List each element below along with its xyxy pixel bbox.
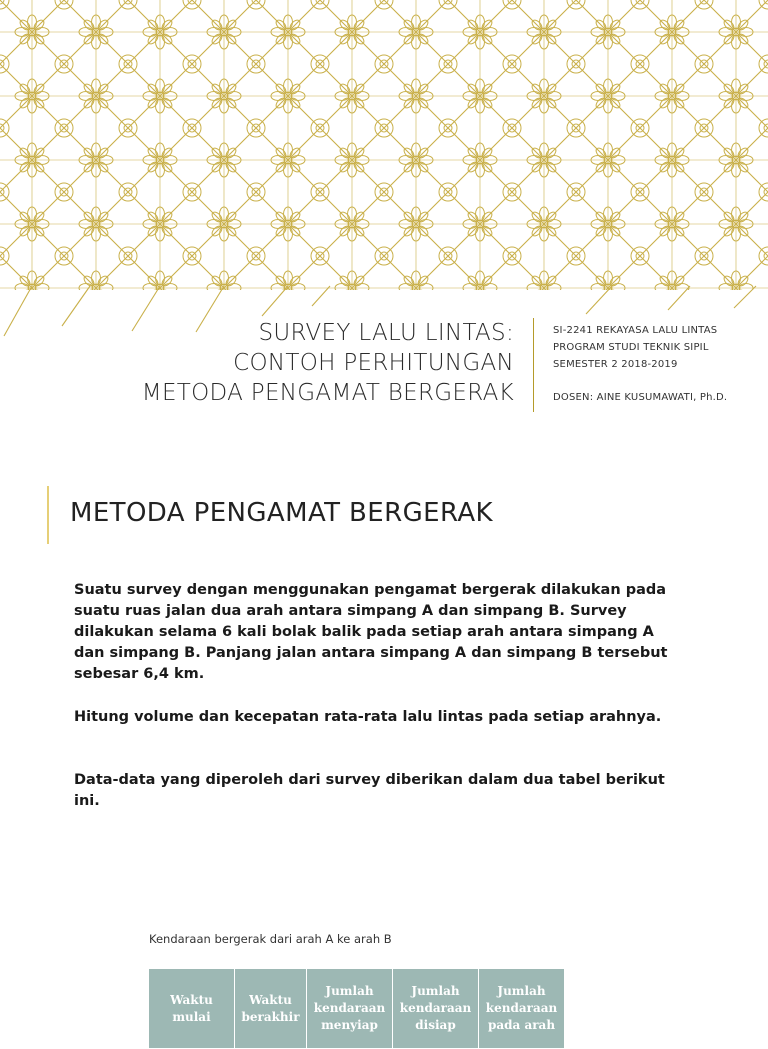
header-overtaking: Jumlah kendaraan menyiap	[307, 969, 393, 1049]
table-caption: Kendaraan bergerak dari arah A ke arah B	[149, 932, 392, 946]
table-header-row	[149, 969, 565, 1049]
header-start-time: Waktu mulai	[149, 969, 235, 1049]
title-line-1: SURVEY LALU LINTAS:	[258, 320, 514, 346]
course-code: SI-2241 REKAYASA LALU LINTAS	[553, 325, 718, 336]
data-intro: Data-data yang diperoleh dari survey diberikan dalam dua tabel berikut ini.	[74, 772, 665, 809]
title-accent-bar	[47, 486, 49, 544]
presentation-title	[142, 318, 514, 408]
course-info	[553, 322, 727, 406]
problem-description: Suatu survey dengan menggunakan pengamat bergerak dilakukan pada suatu ruas jalan dua arah antara simpang A dan simpang B. Survey dilakukan selama 6 kali bolak balik pada setiap arah antara simpang A dan simpang B. Panjang jalan antara simpang A dan simpang B tersebut sebesar 6,4 km.	[74, 582, 668, 682]
title-line-3: METODA PENGAMAT BERGERAK	[141, 380, 514, 406]
survey-data-table	[148, 968, 565, 1049]
header-overtaken: Jumlah kendaraan disiap	[393, 969, 479, 1049]
header-opposite-direction: Jumlah kendaraan pada arah	[479, 969, 565, 1049]
title-divider	[533, 318, 534, 412]
content-slide	[0, 462, 768, 1032]
semester: SEMESTER 2 2018-2019	[553, 359, 678, 370]
title-line-2: CONTOH PERHITUNGAN	[233, 350, 514, 376]
study-program: PROGRAM STUDI TEKNIK SIPIL	[553, 342, 709, 353]
decorative-pattern	[0, 0, 768, 290]
header-end-time: Waktu berakhir	[235, 969, 307, 1049]
slide-title: METODA PENGAMAT BERGERAK	[70, 498, 494, 528]
lecturer: DOSEN: AINE KUSUMAWATI, Ph.D.	[553, 392, 728, 403]
task-statement: Hitung volume dan kecepatan rata-rata lalu lintas pada setiap arahnya.	[74, 709, 662, 725]
title-slide	[0, 0, 768, 450]
